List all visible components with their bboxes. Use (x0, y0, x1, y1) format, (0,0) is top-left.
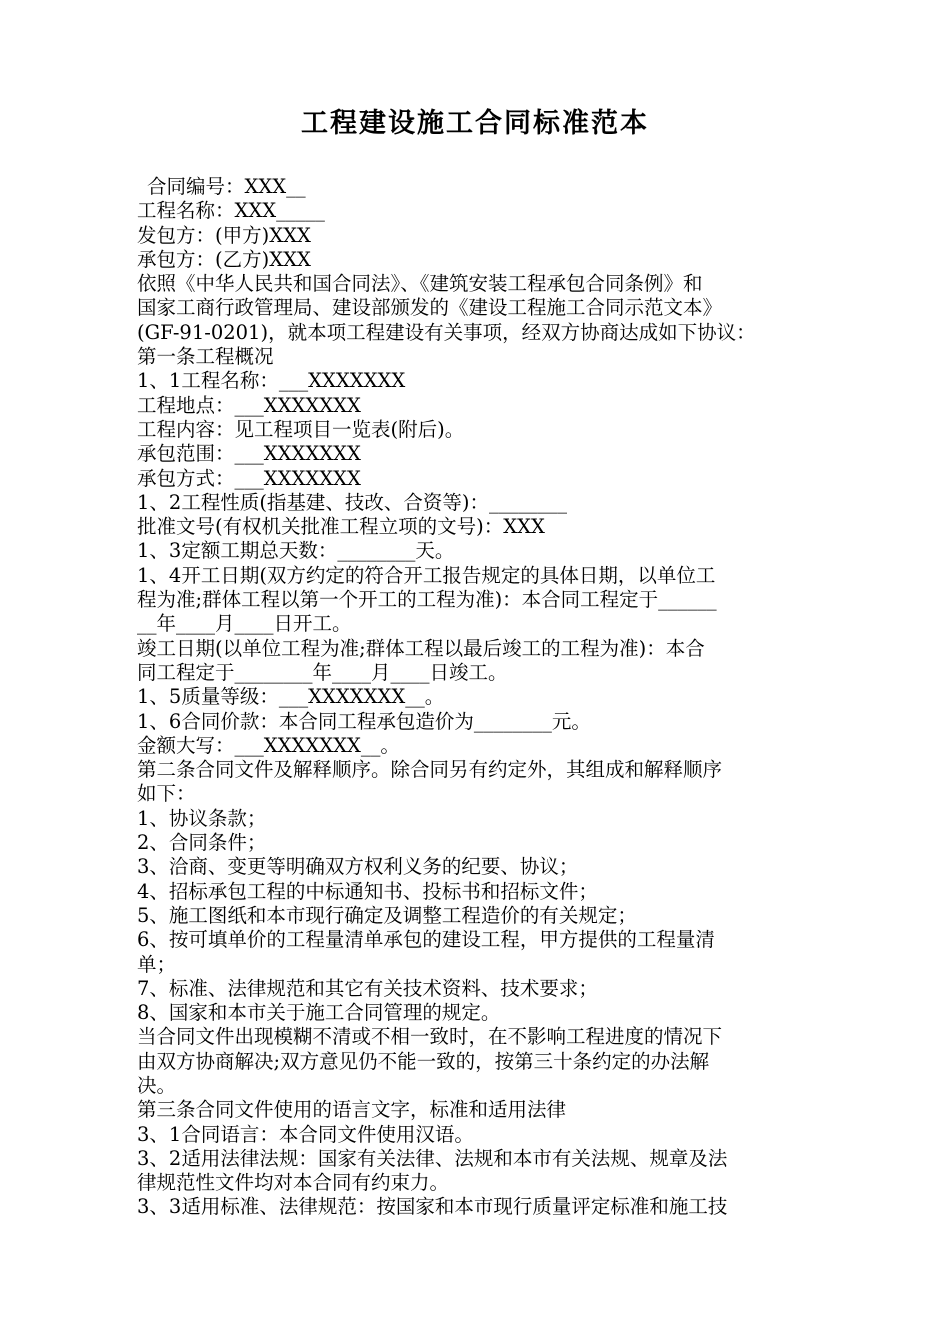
document-line: 承包范围：___XXXXXXX (137, 442, 361, 466)
document-line: 1、4开工日期(双方约定的符合开工报告规定的具体日期，以单位工 (137, 563, 716, 587)
document-line: 1、协议条款； (137, 806, 267, 830)
document-line: 由双方协商解决;双方意见仍不能一致的，按第三十条约定的办法解 (137, 1049, 710, 1073)
document-line: 第二条合同文件及解释顺序。除合同另有约定外，其组成和解释顺序 (137, 758, 723, 782)
document-line: 依照《中华人民共和国合同法》、《建筑安装工程承包合同条例》和 (137, 272, 703, 296)
document-line: 3、3适用标准、法律规范：按国家和本市现行质量评定标准和施工技 (137, 1195, 728, 1219)
document-line: 单； (137, 952, 177, 976)
document-line: 程为准;群体工程以第一个开工的工程为准)：本合同工程定于______ (137, 588, 717, 612)
document-line: 如下： (137, 782, 196, 806)
document-line: 承包方：(乙方)XXX (137, 247, 311, 271)
document-line: 律规范性文件均对本合同有约束力。 (137, 1171, 450, 1195)
document-line: 合同编号：XXX__ (147, 175, 306, 198)
document-line: 1、3定额工期总天数：________天。 (137, 539, 455, 563)
document-line: 1、2工程性质(指基建、技改、合资等)：________ (137, 490, 568, 514)
document-line: 3、2适用法律法规：国家有关法律、法规和本市有关法规、规章及法 (137, 1146, 728, 1170)
document-line: 承包方式：___XXXXXXX (137, 466, 361, 490)
document-line: 工程内容：见工程项目一览表(附后)。 (137, 417, 465, 441)
document-line: 第一条工程概况 (137, 345, 274, 369)
document-line: 5、施工图纸和本市现行确定及调整工程造价的有关规定； (137, 903, 637, 927)
document-line: 批准文号(有权机关批准工程立项的文号)：XXX (137, 515, 545, 539)
document-line: 金额大写：___XXXXXXX__。 (137, 733, 400, 757)
document-line: 6、按可填单价的工程量清单承包的建设工程，甲方提供的工程量清 (137, 928, 715, 952)
document-line: 工程名称：XXX_____ (137, 199, 325, 223)
document-line: 当合同文件出现模糊不清或不相一致时，在不影响工程进度的情况下 (137, 1025, 723, 1049)
document-line: 3、洽商、变更等明确双方权利义务的纪要、协议； (137, 855, 579, 879)
document-line: 发包方：(甲方)XXX (137, 223, 311, 247)
document-line: (GF-91-0201)，就本项工程建设有关事项，经双方协商达成如下协议： (137, 320, 756, 344)
document-line: 1、1工程名称：___XXXXXXX (137, 369, 406, 393)
document-line: 竣工日期(以单位工程为准;群体工程以最后竣工的工程为准)：本合 (137, 636, 705, 660)
document-line: 第三条合同文件使用的语言文字，标准和适用法律 (137, 1098, 567, 1122)
document-line: 1、6合同价款：本合同工程承包造价为________元。 (137, 709, 591, 733)
document-line: __年____月____日开工。 (137, 612, 352, 636)
document-line: 国家工商行政管理局、建设部颁发的《建设工程施工合同示范文本》 (137, 296, 723, 320)
document-line: 同工程定于________年____月____日竣工。 (137, 660, 508, 684)
document-line: 2、合同条件； (137, 831, 267, 855)
document-title: 工程建设施工合同标准范本 (301, 108, 649, 139)
document-line: 4、招标承包工程的中标通知书、投标书和招标文件； (137, 879, 598, 903)
document-line: 3、1合同语言：本合同文件使用汉语。 (137, 1122, 474, 1146)
document-line: 8、国家和本市关于施工合同管理的规定。 (137, 1001, 501, 1025)
document-line: 决。 (137, 1073, 177, 1097)
document-line: 7、标准、法律规范和其它有关技术资料、技术要求； (137, 976, 598, 1000)
document-line: 1、5质量等级：___XXXXXXX__。 (137, 685, 445, 709)
document-body (137, 175, 827, 1220)
document-line: 工程地点：___XXXXXXX (137, 393, 361, 417)
